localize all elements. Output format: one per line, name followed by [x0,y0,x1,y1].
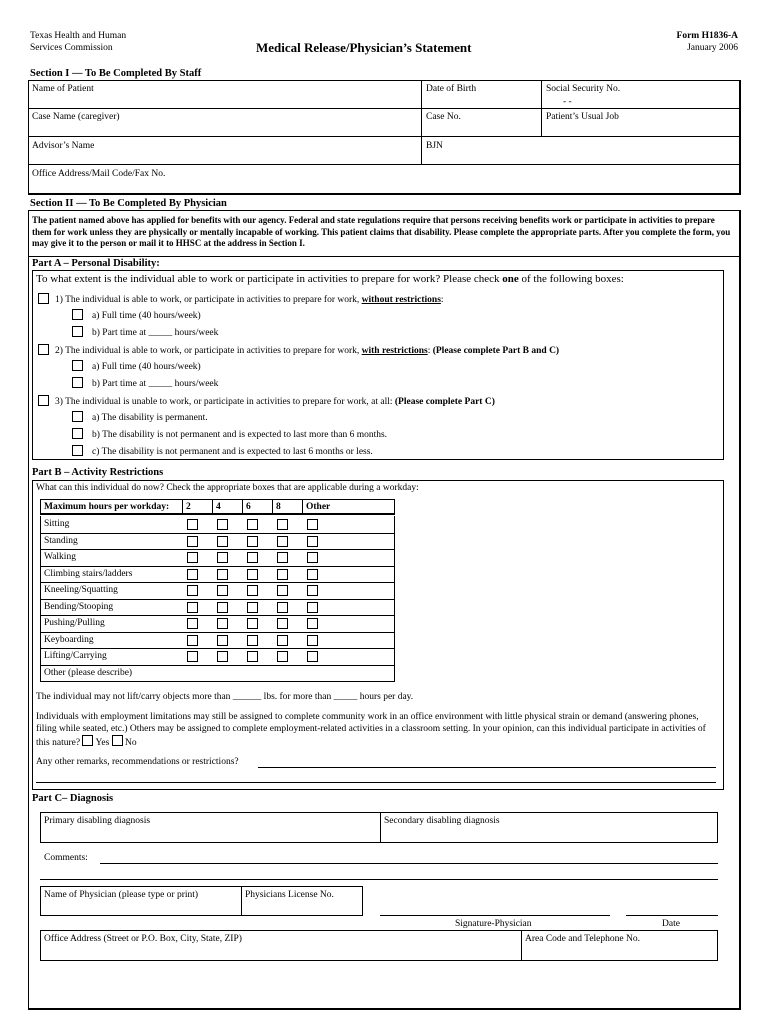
activity-label: Kneeling/Squatting [44,585,118,595]
activity-row-other[interactable]: Other (please describe) [44,667,133,678]
opt2-checkbox[interactable] [38,344,49,355]
ssn-field[interactable]: Social Security No. [546,84,621,94]
opt3c-checkbox[interactable] [72,445,83,456]
activity-label: Climbing stairs/ladders [44,568,133,579]
activity-hours-checkbox[interactable] [217,635,228,646]
activity-hours-checkbox[interactable] [307,569,318,580]
opt3b-label: b) The disability is not permanent and is expected to last more than 6 months. [92,430,388,440]
activity-hours-checkbox[interactable] [247,602,258,613]
activity-hours-checkbox[interactable] [187,651,198,662]
signature-line[interactable] [380,915,610,916]
activity-hours-checkbox[interactable] [217,519,228,530]
activity-hours-checkbox[interactable] [217,618,228,629]
activity-hours-checkbox[interactable] [277,552,288,563]
activity-hours-checkbox[interactable] [217,569,228,580]
form-date: January 2006 [687,43,738,53]
opt3a-label: a) The disability is permanent. [92,413,208,423]
activity-hours-checkbox[interactable] [187,569,198,580]
hours-col-other: Other [303,500,395,515]
activity-label: Sitting [44,519,70,529]
community-work-text: Individuals with employment limitations may still be assigned to complete community work in an office environment with little physical strain or demand (answering phones, filing while seated, etc.) Others may be assigned to complete employment-related activities in a classroom setting. In your opinion, can this individual participate in activities of this nature? Yes No [36,712,706,748]
no-checkbox[interactable] [112,735,123,746]
activity-hours-checkbox[interactable] [247,519,258,530]
opt1b-label: b) Part time at _____ hours/week [92,328,219,338]
bjn-field[interactable]: BJN [426,141,443,151]
physician-name-field[interactable]: Name of Physician (please type or print) [44,890,199,900]
activity-label: Keyboarding [44,634,94,645]
secondary-diagnosis-field[interactable]: Secondary disabling diagnosis [384,816,500,826]
section1-heading: Section I — To Be Completed By Staff [30,68,202,79]
activity-hours-checkbox[interactable] [307,618,318,629]
activity-hours-checkbox[interactable] [247,618,258,629]
activity-hours-checkbox[interactable] [187,536,198,547]
activity-hours-checkbox[interactable] [187,635,198,646]
activity-hours-checkbox[interactable] [277,569,288,580]
comments-label: Comments: [44,853,88,863]
signature-label: Signature-Physician [455,919,532,929]
comments-line-1[interactable] [100,863,718,864]
section2-intro: The patient named above has applied for benefits with our agency. Federal and state regulations require that persons receiving benefits work or participate in activities to prepare them for work unless they are physically or mentally incapable of working. This patient claims that disability. Please complete the appropriate parts. After you complete the form, you may give it to the person or mail it to HHSC at the address in Section I. [32,215,731,248]
activity-hours-checkbox[interactable] [277,519,288,530]
agency-name-line1: Texas Health and Human [30,31,127,41]
yes-label: Yes [95,738,110,748]
activity-hours-checkbox[interactable] [247,651,258,662]
activity-label: Bending/Stooping [44,601,114,612]
usual-job-field[interactable]: Patient’s Usual Job [546,112,619,122]
license-number-field[interactable]: Physicians License No. [245,890,334,900]
activity-label: Standing [44,535,78,546]
form-number: Form H1836-A [676,31,738,41]
primary-diagnosis-field[interactable]: Primary disabling diagnosis [44,816,151,826]
max-hours-header: Maximum hours per workday: [41,500,183,515]
activity-hours-checkbox[interactable] [217,536,228,547]
activity-hours-checkbox[interactable] [217,585,228,596]
opt3-label: 3) The individual is unable to work, or participate in activities to prepare for work, at all: (Please complete Part C) [55,397,495,407]
opt2-label: 2) The individual is able to work, or participate in activities to prepare for work, with restrictions: (Please complete Part B and C) [55,346,560,356]
comments-line-2[interactable] [40,879,718,880]
activity-label: Lifting/Carrying [44,651,107,661]
activity-hours-checkbox[interactable] [277,635,288,646]
activity-hours-checkbox[interactable] [307,519,318,530]
opt2b-label: b) Part time at _____ hours/week [92,379,219,389]
hours-col-6: 6 [243,500,273,515]
no-label: No [125,738,137,748]
partC-heading: Part C– Diagnosis [32,793,114,804]
hours-col-8: 8 [273,500,303,515]
activity-hours-checkbox[interactable] [277,618,288,629]
opt1-checkbox[interactable] [38,293,49,304]
activity-label: Pushing/Pulling [44,618,105,628]
activity-hours-checkbox[interactable] [277,536,288,547]
activity-hours-checkbox[interactable] [307,602,318,613]
activity-hours-checkbox[interactable] [307,635,318,646]
activity-hours-checkbox[interactable] [247,585,258,596]
activity-label: Walking [44,552,76,562]
advisor-name-field[interactable]: Advisor’s Name [32,141,95,151]
activity-hours-checkbox[interactable] [247,552,258,563]
name-of-patient-field[interactable]: Name of Patient [32,84,94,94]
opt1b-checkbox[interactable] [72,326,83,337]
opt3b-checkbox[interactable] [72,428,83,439]
telephone-field[interactable]: Area Code and Telephone No. [525,934,640,944]
hours-col-2: 2 [183,500,213,515]
activity-hours-checkbox[interactable] [187,585,198,596]
opt2a-checkbox[interactable] [72,360,83,371]
activity-hours-checkbox[interactable] [217,651,228,662]
remarks-line-1[interactable] [258,767,716,768]
hours-col-4: 4 [213,500,243,515]
date-of-birth-field[interactable]: Date of Birth [426,84,477,94]
partB-question: What can this individual do now? Check the appropriate boxes that are applicable during a workday: [36,483,419,493]
ssn-dashes: - - [563,97,572,107]
yes-checkbox[interactable] [82,735,93,746]
case-number-field[interactable]: Case No. [426,112,461,122]
activity-header-row [41,500,395,515]
activity-hours-checkbox[interactable] [307,536,318,547]
opt3a-checkbox[interactable] [72,411,83,422]
activity-hours-checkbox[interactable] [277,585,288,596]
activity-hours-checkbox[interactable] [247,569,258,580]
activity-hours-checkbox[interactable] [187,618,198,629]
activity-hours-checkbox[interactable] [307,651,318,662]
section2-heading: Section II — To Be Completed By Physician [30,198,227,209]
activity-hours-checkbox[interactable] [247,635,258,646]
activity-hours-checkbox[interactable] [217,552,228,563]
activity-hours-checkbox[interactable] [277,602,288,613]
physician-office-address-field[interactable]: Office Address (Street or P.O. Box, City, State, ZIP) [44,934,242,944]
opt1-label: 1) The individual is able to work, or participate in activities to prepare for work, without restrictions: [55,295,444,305]
activity-hours-checkbox[interactable] [307,585,318,596]
opt2a-label: a) Full time (40 hours/week) [92,362,201,372]
opt1a-label: a) Full time (40 hours/week) [92,311,201,321]
activity-hours-checkbox[interactable] [187,552,198,563]
date-label: Date [662,919,680,929]
activity-hours-checkbox[interactable] [187,519,198,530]
activity-hours-checkbox[interactable] [187,602,198,613]
remarks-label: Any other remarks, recommendations or restrictions? [36,757,239,767]
opt1a-checkbox[interactable] [72,309,83,320]
opt3-checkbox[interactable] [38,395,49,406]
activity-hours-checkbox[interactable] [247,536,258,547]
partA-question: To what extent is the individual able to work or participate in activities to prepare for work? Please check one of the following boxes: [36,273,624,285]
remarks-line-2[interactable] [36,782,716,783]
agency-name-line2: Services Commission [30,43,113,53]
case-name-field[interactable]: Case Name (caregiver) [32,112,120,122]
activity-hours-checkbox[interactable] [277,651,288,662]
office-address-field[interactable]: Office Address/Mail Code/Fax No. [32,169,166,179]
lift-carry-text: The individual may not lift/carry objects more than ______ lbs. for more than _____ hours per day. [36,692,414,702]
activity-hours-checkbox[interactable] [217,602,228,613]
date-line[interactable] [626,915,718,916]
partB-heading: Part B – Activity Restrictions [32,467,164,478]
form-title: Medical Release/Physician’s Statement [256,40,472,55]
partA-heading: Part A – Personal Disability: [32,258,160,269]
opt3c-label: c) The disability is not permanent and is expected to last 6 months or less. [92,447,373,457]
opt2b-checkbox[interactable] [72,377,83,388]
activity-hours-checkbox[interactable] [307,552,318,563]
